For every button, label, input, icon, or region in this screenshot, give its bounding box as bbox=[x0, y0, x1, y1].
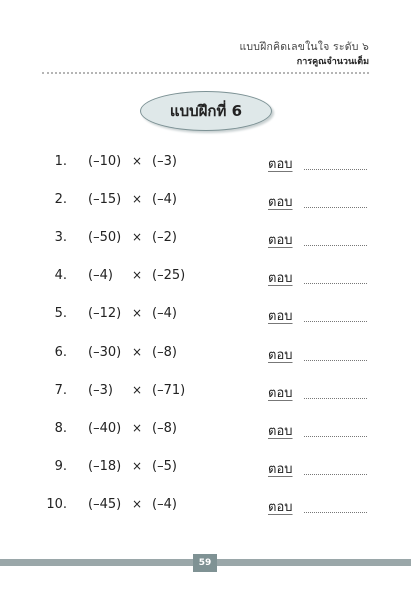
multiply-sign: × bbox=[132, 192, 143, 207]
answer-label: ตอบ bbox=[268, 157, 293, 172]
answer-label: ตอบ bbox=[268, 385, 293, 401]
second-operand: (–2) bbox=[152, 230, 177, 246]
multiply-sign: × bbox=[132, 420, 143, 435]
multiply-sign: × bbox=[132, 458, 143, 473]
answer-blank[interactable] bbox=[304, 283, 367, 284]
problem-number: 8. bbox=[54, 420, 67, 436]
first-operand: (–30) bbox=[88, 344, 122, 360]
second-operand: (–3) bbox=[152, 154, 177, 169]
answer-label: ตอบ bbox=[268, 271, 293, 287]
answer-blank[interactable] bbox=[304, 207, 367, 208]
answer-label: ตอบ bbox=[268, 461, 293, 477]
answer-label: ตอบ bbox=[268, 309, 293, 325]
first-operand: (–45) bbox=[88, 496, 122, 512]
first-operand: (–18) bbox=[88, 458, 122, 474]
multiply-sign: × bbox=[132, 496, 143, 511]
problem-row bbox=[0, 304, 411, 328]
first-operand: (–40) bbox=[88, 420, 122, 436]
multiply-sign: × bbox=[132, 382, 143, 397]
problem-number: 7. bbox=[54, 382, 67, 398]
first-operand: (–4) bbox=[88, 268, 113, 284]
second-operand: (–5) bbox=[152, 458, 177, 474]
problem-row bbox=[0, 228, 411, 252]
problem-row bbox=[0, 495, 411, 519]
problem-row bbox=[0, 190, 411, 214]
problem-row bbox=[0, 381, 411, 405]
multiply-sign: × bbox=[132, 154, 143, 168]
second-operand: (–25) bbox=[152, 268, 186, 284]
first-operand: (–12) bbox=[88, 306, 122, 322]
answer-blank[interactable] bbox=[304, 169, 367, 170]
multiply-sign: × bbox=[132, 344, 143, 359]
topic-title: การคูณจำนวนเต็ม bbox=[296, 57, 369, 67]
problem-number: 9. bbox=[54, 458, 67, 474]
second-operand: (–71) bbox=[152, 382, 186, 398]
problem-number: 1. bbox=[54, 154, 67, 169]
dotted-divider bbox=[42, 72, 369, 74]
multiply-sign: × bbox=[132, 268, 143, 283]
second-operand: (–4) bbox=[152, 496, 177, 512]
answer-label: ตอบ bbox=[268, 423, 293, 439]
page-number-box bbox=[193, 554, 217, 572]
multiply-sign: × bbox=[132, 230, 143, 245]
problem-row bbox=[0, 419, 411, 443]
answer-blank[interactable] bbox=[304, 512, 367, 513]
answer-blank[interactable] bbox=[304, 474, 367, 475]
problem-number: 5. bbox=[54, 306, 67, 322]
second-operand: (–4) bbox=[152, 306, 177, 322]
page-number: 59 bbox=[198, 558, 212, 568]
problem-number: 6. bbox=[54, 344, 67, 360]
exercise-title-badge bbox=[140, 91, 272, 131]
problem-number: 3. bbox=[54, 230, 67, 246]
problem-number: 2. bbox=[54, 192, 67, 208]
problem-number: 10. bbox=[46, 496, 67, 512]
problem-row bbox=[0, 457, 411, 481]
answer-blank[interactable] bbox=[304, 321, 367, 322]
answer-blank[interactable] bbox=[304, 398, 367, 399]
book-title: แบบฝึกคิดเลขในใจ ระดับ ๖ bbox=[239, 41, 369, 53]
answer-label: ตอบ bbox=[268, 233, 293, 249]
first-operand: (–50) bbox=[88, 230, 122, 246]
second-operand: (–8) bbox=[152, 344, 177, 360]
problem-row bbox=[0, 152, 411, 176]
problem-row bbox=[0, 343, 411, 367]
second-operand: (–8) bbox=[152, 420, 177, 436]
answer-blank[interactable] bbox=[304, 436, 367, 437]
problem-number: 4. bbox=[54, 268, 67, 284]
problem-row bbox=[0, 266, 411, 290]
first-operand: (–10) bbox=[88, 154, 122, 169]
exercise-title: แบบฝึกที่ 6 bbox=[169, 102, 243, 120]
answer-label: ตอบ bbox=[268, 499, 293, 515]
first-operand: (–15) bbox=[88, 192, 122, 208]
answer-blank[interactable] bbox=[304, 360, 367, 361]
multiply-sign: × bbox=[132, 306, 143, 321]
second-operand: (–4) bbox=[152, 192, 177, 208]
answer-label: ตอบ bbox=[268, 195, 293, 211]
answer-blank[interactable] bbox=[304, 245, 367, 246]
first-operand: (–3) bbox=[88, 382, 113, 398]
answer-label: ตอบ bbox=[268, 347, 293, 363]
